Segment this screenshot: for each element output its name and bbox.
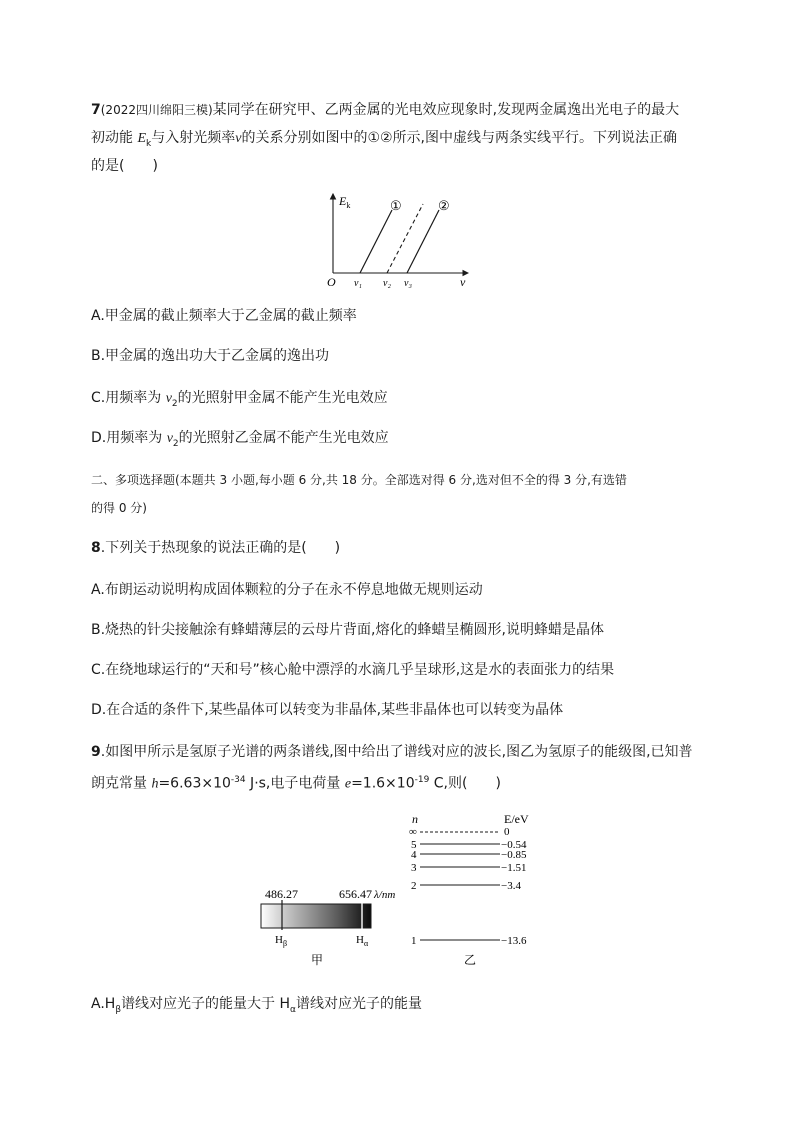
wavelength-486: 486.27 — [265, 887, 298, 901]
q9-stem-line-1: 9.如图甲所示是氢原子光谱的两条谱线,图中给出了谱线对应的波长,图乙为氢原子的能级图,已知普 — [91, 744, 693, 760]
q9-energy-level-diagram — [400, 808, 550, 968]
q9-stem-line-2: 朗克常量 $h=6.63\times 10^{-34}$ J·s,电子电荷量 $e=1.6\times 10^{-19}$ C,则( ) — [91, 775, 501, 792]
q7-stem-text-2b: 与入射光频率 — [151, 130, 236, 146]
tick-nu2: ν₂ — [383, 278, 391, 289]
svg-text:5: 5 — [411, 839, 417, 851]
q7-stem-line-3: 的是( ) — [91, 158, 158, 174]
q7-stem-line-1 — [91, 100, 679, 120]
line-2 — [407, 210, 439, 273]
svg-text:4: 4 — [411, 849, 417, 861]
origin-label: O — [327, 275, 336, 289]
h-beta-label: $H_\beta$ — [275, 934, 288, 948]
svg-text:−1.51: −1.51 — [501, 862, 527, 874]
figure-jia-caption: 甲 — [311, 953, 324, 967]
q8-option-c: C.在绕地球运行的“天和号”核心舱中漂浮的水滴几乎呈球形,这是水的表面张力的结果 — [91, 662, 615, 678]
figure-yi-caption: 乙 — [464, 953, 477, 967]
q9-number: 9 — [91, 744, 101, 760]
svg-text:3: 3 — [411, 862, 417, 874]
q7-stem-line-2 — [91, 128, 677, 154]
svg-text:−0.54: −0.54 — [501, 839, 527, 851]
q8-stem: 8.下列关于热现象的说法正确的是( ) — [91, 540, 341, 556]
level-4 — [411, 849, 527, 861]
q7-ek-symbol: E — [137, 131, 147, 146]
q7-option-b: B.甲金属的逸出功大于乙金属的逸出功 — [91, 348, 330, 364]
level-3 — [411, 862, 526, 874]
q7-ek-nu-graph — [320, 190, 480, 290]
q8-option-a: A.布朗运动说明构成固体颗粒的分子在永不停息地做无规则运动 — [91, 582, 483, 598]
dashed-line — [387, 204, 423, 273]
section-2-heading-line-2: 的得 0 分) — [91, 501, 147, 515]
wavelength-656: 656.47 — [339, 887, 372, 901]
svg-text:0: 0 — [504, 826, 510, 838]
q8-option-d: D.在合适的条件下,某些晶体可以转变为非晶体,某些非晶体也可以转变为晶体 — [91, 702, 564, 718]
level-infinity — [409, 826, 510, 838]
level-2 — [411, 880, 521, 892]
tick-nu3: ν₃ — [404, 278, 412, 289]
q7-option-c: C.用频率为 $\nu_2$的光照射甲金属不能产生光电效应 — [91, 390, 388, 409]
q7-number: 7 — [91, 102, 101, 118]
q7-stem-text-2c: 的关系分别如图中的①②所示,图中虚线与两条实线平行。下列说法正确 — [241, 130, 678, 146]
energy-unit-label: E/eV — [504, 812, 529, 826]
svg-text:−0.85: −0.85 — [501, 849, 527, 861]
q7-option-a: A.甲金属的截止频率大于乙金属的截止频率 — [91, 308, 357, 324]
y-axis-label: $E_k$ — [339, 194, 351, 210]
q7-nu-symbol: ν — [235, 131, 242, 146]
line-1-label: ① — [390, 198, 402, 213]
q7-ek-subscript: k — [146, 138, 152, 149]
q8-option-b: B.烧热的针尖接触涂有蜂蜡薄层的云母片背面,熔化的蜂蜡呈椭圆形,说明蜂蜡是晶体 — [91, 622, 604, 638]
line-2-label: ② — [438, 198, 450, 213]
spectrum-bar — [261, 904, 371, 928]
svg-text:−3.4: −3.4 — [501, 880, 521, 892]
q7-stem-text-2a: 初动能 — [91, 130, 138, 146]
level-1 — [411, 935, 527, 947]
svg-text:−13.6: −13.6 — [501, 935, 527, 947]
x-axis-label: ν — [460, 275, 466, 289]
q9-option-a: $A.H_\beta$谱线对应光子的能量大于 $H_\alpha$谱线对应光子的能量 — [91, 996, 422, 1015]
q9-spectrum-figure — [255, 880, 405, 970]
section-2-heading-line-1: 二、多项选择题(本题共 3 小题,每小题 6 分,共 18 分。全部选对得 6 分,选对但不全的得 3 分,有选错 — [91, 473, 627, 487]
line-1 — [360, 210, 392, 273]
q7-source: (2022四川绵阳三模) — [100, 103, 213, 117]
q7-option-d: D.用频率为 $\nu_2$的光照射乙金属不能产生光电效应 — [91, 430, 389, 449]
q7-stem-text-1: 某同学在研究甲、乙两金属的光电效应现象时,发现两金属逸出光电子的最大 — [212, 102, 680, 118]
tick-nu1: ν₁ — [354, 278, 362, 289]
wavelength-unit: λ/nm — [374, 889, 396, 901]
h-alpha-label: $H_\alpha$ — [356, 934, 369, 948]
svg-text:∞: ∞ — [409, 826, 417, 838]
svg-text:2: 2 — [411, 880, 417, 892]
q8-number: 8 — [91, 540, 101, 556]
n-label: n — [412, 812, 418, 826]
svg-text:1: 1 — [411, 935, 417, 947]
